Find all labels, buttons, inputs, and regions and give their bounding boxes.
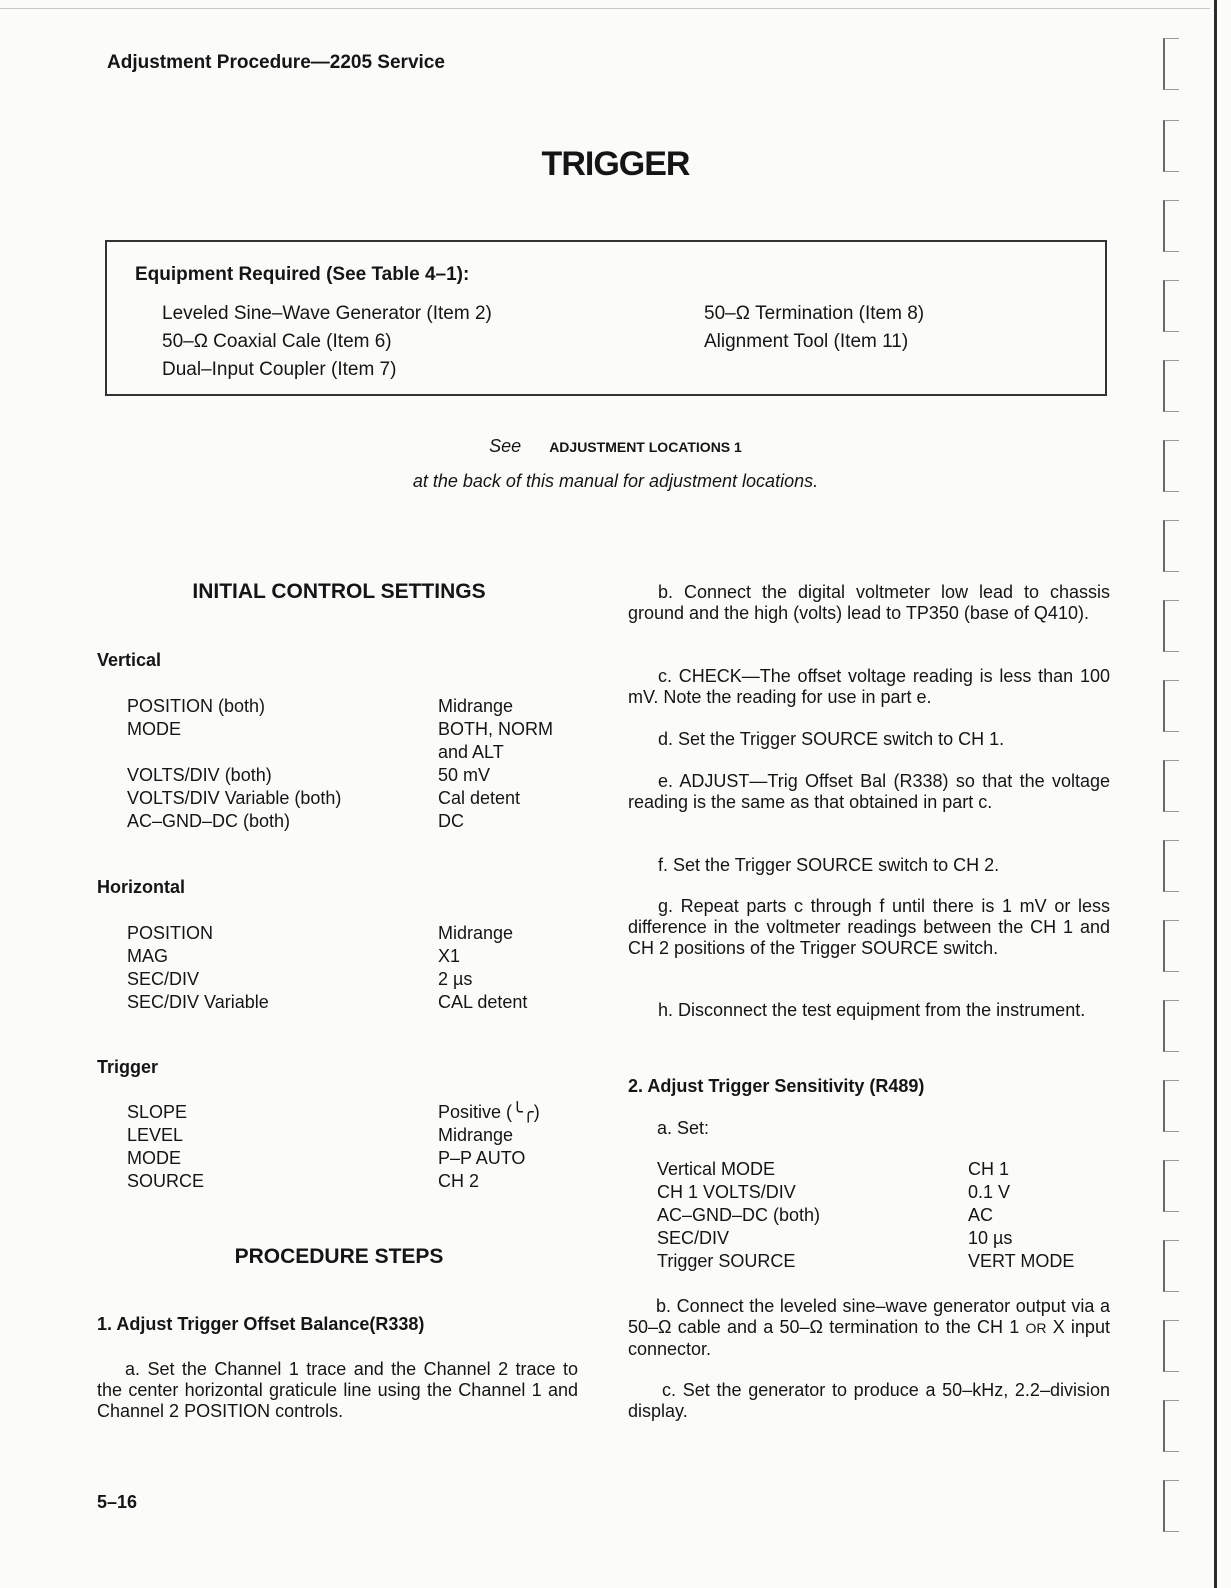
setting-value: CH 1	[968, 1159, 1010, 1179]
setting-name: VOLTS/DIV (both)	[127, 765, 272, 785]
binder-mark	[1163, 520, 1179, 572]
equipment-item: 50–Ω Coaxial Cale (Item 6)	[162, 331, 392, 352]
see-word: See	[489, 436, 522, 456]
setting-value: BOTH, NORM and ALT	[438, 719, 553, 762]
binder-mark	[1163, 680, 1179, 732]
step-2b-text-start: b. Connect the leveled sine–wave generator output via a 50–Ω cable and a 50–Ω termination to the CH 1	[628, 1296, 1110, 1337]
procedure-steps-heading: PROCEDURE STEPS	[234, 1245, 444, 1268]
step-2c-text: c. Set the generator to produce a 50–kHz, 2.2–division display.	[628, 1380, 1110, 1421]
equipment-title: Equipment Required (See Table 4–1):	[135, 264, 470, 285]
see-note	[0, 436, 1231, 457]
setting-row	[127, 1101, 587, 1124]
binder-mark	[1163, 840, 1179, 892]
setting-value: X1	[438, 946, 461, 966]
setting-value: AC	[968, 1205, 994, 1225]
setting-name: SOURCE	[127, 1171, 205, 1191]
setting-value: Positive (╰╭)	[438, 1102, 540, 1122]
equipment-required-box	[105, 240, 1107, 396]
scan-top-edge	[0, 8, 1210, 9]
setting-value: 2 µs	[438, 969, 473, 989]
see-note-continuation: at the back of this manual for adjustment locations.	[412, 471, 819, 491]
binder-mark	[1163, 600, 1179, 652]
setting-value: Midrange	[438, 1125, 514, 1145]
binder-mark	[1163, 1240, 1179, 1292]
setting-value: CH 2	[438, 1171, 480, 1191]
setting-row	[127, 764, 587, 787]
equipment-item: Dual–Input Coupler (Item 7)	[162, 359, 397, 380]
setting-row	[127, 922, 587, 945]
scan-right-edge	[1214, 0, 1217, 1588]
setting-name: Vertical MODE	[657, 1159, 776, 1179]
setting-value: VERT MODE	[968, 1251, 1075, 1271]
trigger-subheading: Trigger	[97, 1057, 159, 1077]
step-2b-text-end: X input connector.	[628, 1317, 1110, 1359]
setting-row	[657, 1158, 1107, 1181]
step-1g-text: g. Repeat parts c through f until there is 1 mV or less difference in the voltmeter readings between the CH 1 and CH 2 positions of the Trigger SOURCE switch.	[628, 896, 1110, 958]
setting-value: DC	[438, 811, 464, 831]
step-1d-text: d. Set the Trigger SOURCE switch to CH 1.	[658, 729, 1005, 749]
initial-settings-heading: INITIAL CONTROL SETTINGS	[192, 580, 486, 603]
setting-name: SLOPE	[127, 1102, 188, 1122]
step-2a-text: a. Set:	[657, 1118, 710, 1138]
step-2-settings-table	[657, 1158, 1107, 1273]
step-1a-text: a. Set the Channel 1 trace and the Channel 2 trace to the center horizontal graticule line using the Channel 1 and Channel 2 POSITION controls.	[97, 1359, 578, 1421]
setting-row	[127, 1170, 587, 1193]
binder-mark	[1163, 200, 1179, 252]
binder-mark	[1163, 760, 1179, 812]
step-1h-text: h. Disconnect the test equipment from the instrument.	[658, 1000, 1086, 1020]
setting-row	[657, 1250, 1107, 1273]
trigger-settings-table	[127, 1101, 587, 1193]
setting-name: POSITION	[127, 923, 214, 943]
step-1b-text: b. Connect the digital voltmeter low lead to chassis ground and the high (volts) lead to TP350 (base of Q410).	[628, 582, 1110, 623]
horizontal-settings-table	[127, 922, 587, 1014]
binder-mark	[1163, 1080, 1179, 1132]
step-1-title: 1. Adjust Trigger Offset Balance(R338)	[97, 1314, 425, 1334]
step-2-title: 2. Adjust Trigger Sensitivity (R489)	[628, 1076, 925, 1096]
equipment-list-right	[704, 300, 924, 356]
step-2b-or: OR	[1025, 1320, 1047, 1336]
adjustment-locations-reference: ADJUSTMENT LOCATIONS 1	[549, 439, 742, 455]
page-number: 5–16	[97, 1492, 138, 1512]
setting-row	[127, 787, 587, 810]
equipment-item: Alignment Tool (Item 11)	[704, 331, 909, 352]
setting-name: SEC/DIV Variable	[127, 992, 269, 1012]
setting-name: Trigger SOURCE	[657, 1251, 796, 1271]
binder-mark	[1163, 1000, 1179, 1052]
vertical-settings-table	[127, 695, 587, 833]
setting-name: AC–GND–DC (both)	[127, 811, 291, 831]
binder-mark	[1163, 920, 1179, 972]
setting-name: LEVEL	[127, 1125, 184, 1145]
setting-name: MAG	[127, 946, 169, 966]
equipment-item: Leveled Sine–Wave Generator (Item 2)	[162, 303, 492, 324]
vertical-subheading: Vertical	[97, 650, 162, 670]
setting-value: P–P AUTO	[438, 1148, 526, 1168]
setting-value: Midrange	[438, 696, 514, 716]
step-2b-text	[628, 1296, 1110, 1360]
binder-mark	[1163, 38, 1179, 90]
setting-row	[127, 810, 587, 833]
setting-row	[127, 695, 587, 718]
setting-row	[127, 968, 587, 991]
setting-name: VOLTS/DIV Variable (both)	[127, 788, 342, 808]
setting-row	[127, 1124, 587, 1147]
setting-row	[127, 991, 587, 1014]
setting-value: 10 µs	[968, 1228, 1013, 1248]
binder-mark	[1163, 1400, 1179, 1452]
horizontal-subheading: Horizontal	[97, 877, 185, 897]
setting-value: 0.1 V	[968, 1182, 1011, 1202]
step-1e-text: e. ADJUST—Trig Offset Bal (R338) so that the voltage reading is the same as that obtained in part c.	[628, 771, 1110, 812]
setting-name: MODE	[127, 1148, 181, 1168]
setting-value: Cal detent	[438, 788, 521, 808]
binder-mark	[1163, 1160, 1179, 1212]
equipment-list-left	[162, 300, 492, 384]
setting-value: CAL detent	[438, 992, 528, 1012]
setting-name: AC–GND–DC (both)	[657, 1205, 821, 1225]
setting-name: MODE	[127, 719, 181, 739]
running-header: Adjustment Procedure—2205 Service	[107, 52, 445, 73]
setting-row	[657, 1227, 1107, 1250]
setting-name: POSITION (both)	[127, 696, 266, 716]
setting-row	[657, 1204, 1107, 1227]
setting-value: 50 mV	[438, 765, 491, 785]
setting-row	[127, 1147, 587, 1170]
page-title: TRIGGER	[541, 145, 690, 183]
setting-row	[657, 1181, 1107, 1204]
binder-mark	[1163, 1480, 1179, 1532]
step-1c-text: c. CHECK—The offset voltage reading is less than 100 mV. Note the reading for use in part e.	[628, 666, 1110, 707]
binder-mark	[1163, 1320, 1179, 1372]
setting-row	[127, 945, 587, 968]
setting-name: SEC/DIV	[127, 969, 200, 989]
step-1f-text: f. Set the Trigger SOURCE switch to CH 2.	[658, 855, 1000, 875]
binder-mark	[1163, 280, 1179, 332]
setting-name: SEC/DIV	[657, 1228, 730, 1248]
binder-mark	[1163, 360, 1179, 412]
equipment-item: 50–Ω Termination (Item 8)	[704, 303, 925, 324]
setting-value: Midrange	[438, 923, 514, 943]
setting-name: CH 1 VOLTS/DIV	[657, 1182, 796, 1202]
setting-row	[127, 718, 587, 764]
